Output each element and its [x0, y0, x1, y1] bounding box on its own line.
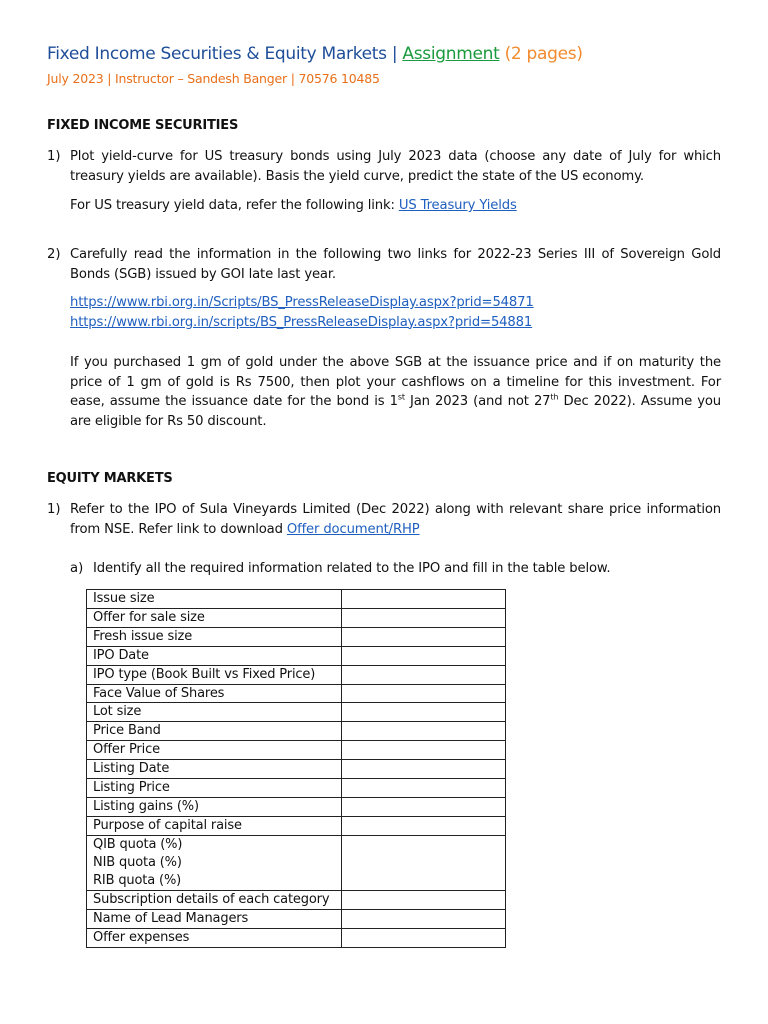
table-row	[87, 646, 506, 665]
fi-q2-links	[70, 293, 721, 332]
table-row-value-cell[interactable]	[342, 779, 506, 798]
table-row	[87, 910, 506, 929]
table-row-value-cell[interactable]	[342, 929, 506, 948]
table-row-label: Price Band	[87, 722, 342, 741]
eq-sub-a-label: a)	[70, 561, 84, 576]
table-row-label: Name of Lead Managers	[87, 910, 342, 929]
table-row-value-cell[interactable]	[342, 722, 506, 741]
table-row-value-cell[interactable]	[342, 910, 506, 929]
table-row-value-cell[interactable]	[342, 760, 506, 779]
fi-q2-text: Carefully read the information in the following two links for 2022-23 Series III of Sovereign Gold Bonds (SGB) issued by GOI late last year.	[70, 247, 721, 282]
eq-q1-text-body: Refer to the IPO of Sula Vineyards Limited (Dec 2022) along with relevant share price information from NSE. Refer link to download	[70, 502, 721, 537]
table-row	[87, 797, 506, 816]
table-row-label: Purpose of capital raise	[87, 816, 342, 835]
table-row	[87, 684, 506, 703]
table-row	[87, 608, 506, 627]
table-row-label: Subscription details of each category	[87, 891, 342, 910]
table-row	[87, 627, 506, 646]
equity-markets-heading: EQUITY MARKETS	[47, 471, 173, 486]
table-row-value-cell[interactable]	[342, 741, 506, 760]
quota-label: NIB quota (%)	[93, 854, 182, 870]
quota-label: RIB quota (%)	[93, 873, 182, 889]
fi-q2-body	[70, 353, 721, 431]
table-row-label: Listing Date	[87, 760, 342, 779]
table-row-value-cell[interactable]	[342, 608, 506, 627]
fi-q1-ref-text: For US treasury yield data, refer the following link:	[70, 198, 399, 213]
table-row-value-cell[interactable]	[342, 684, 506, 703]
table-row	[87, 741, 506, 760]
table-row	[87, 722, 506, 741]
table-row	[87, 779, 506, 798]
title-main: Fixed Income Securities & Equity Markets	[47, 44, 387, 64]
table-row	[87, 929, 506, 948]
table-row-value-cell[interactable]	[342, 816, 506, 835]
fi-q2-sup-st: st	[397, 392, 405, 402]
table-row	[87, 590, 506, 609]
quota-label: QIB quota (%)	[93, 836, 183, 852]
table-row	[87, 665, 506, 684]
eq-q1-text	[70, 500, 721, 539]
table-row-label: Face Value of Shares	[87, 684, 342, 703]
table-row-quota-labels	[87, 835, 342, 891]
table-row-value-cell[interactable]	[342, 891, 506, 910]
title-pages: (2 pages)	[504, 44, 583, 64]
rbi-link-54881[interactable]: https://www.rbi.org.in/scripts/BS_PressReleaseDisplay.aspx?prid=54881	[70, 314, 533, 330]
table-row-value-cell[interactable]	[342, 835, 506, 891]
rbi-link-54871[interactable]: https://www.rbi.org.in/Scripts/BS_PressReleaseDisplay.aspx?prid=54871	[70, 295, 534, 310]
fi-q1-number: 1)	[47, 149, 61, 164]
table-row-label: Listing gains (%)	[87, 797, 342, 816]
fixed-income-heading: FIXED INCOME SECURITIES	[47, 118, 239, 133]
offer-document-rhp-link[interactable]: Offer document/RHP	[286, 521, 420, 537]
table-row-value-cell[interactable]	[342, 665, 506, 684]
fi-q1-text: Plot yield-curve for US treasury bonds using July 2023 data (choose any date of July for which treasury yields are available). Basis the yield curve, predict the state of the US economy.	[70, 149, 721, 184]
table-row	[87, 703, 506, 722]
ipo-info-table	[86, 589, 506, 948]
title-separator: |	[391, 44, 398, 64]
table-row	[87, 816, 506, 835]
table-row-label: Issue size	[87, 590, 342, 609]
table-row-label: IPO type (Book Built vs Fixed Price)	[87, 665, 342, 684]
table-row-label: Offer Price	[87, 741, 342, 760]
fi-q2-number: 2)	[47, 247, 61, 262]
eq-q1-number: 1)	[47, 502, 61, 517]
fi-q2-body-part3: Dec 2022). Assume you are eligible for Rs 50 discount.	[70, 394, 721, 429]
table-row-label: Offer for sale size	[87, 608, 342, 627]
table-row-value-cell[interactable]	[342, 646, 506, 665]
table-row-value-cell[interactable]	[342, 703, 506, 722]
table-row	[87, 891, 506, 910]
fi-q2-body-part1: If you purchased 1 gm of gold under the above SGB at the issuance price and if on maturity the price of 1 gm of gold is Rs 7500, then plot your cashflows on a timeline for this investment. For ease, assume the issuance date for the bond is 1	[70, 355, 721, 409]
fi-q2-body-part2: Jan 2023 (and not 27	[404, 394, 551, 409]
fi-q2-sup-th: th	[550, 392, 559, 402]
document-subtitle: July 2023 | Instructor – Sandesh Banger | 70576 10485	[47, 71, 380, 86]
table-row-label: IPO Date	[87, 646, 342, 665]
table-row-label: Fresh issue size	[87, 627, 342, 646]
table-row-label: Offer expenses	[87, 929, 342, 948]
document-title	[47, 44, 583, 64]
table-row	[87, 760, 506, 779]
eq-sub-a-text: Identify all the required information related to the IPO and fill in the table below.	[93, 561, 611, 576]
table-row-label: Listing Price	[87, 779, 342, 798]
table-row-label: Lot size	[87, 703, 342, 722]
table-row-value-cell[interactable]	[342, 627, 506, 646]
table-row-value-cell[interactable]	[342, 797, 506, 816]
table-row-value-cell[interactable]	[342, 590, 506, 609]
fi-q1-reference	[70, 196, 721, 216]
table-row-quota	[87, 835, 506, 891]
title-assignment-link[interactable]: Assignment	[402, 44, 500, 64]
us-treasury-yields-link[interactable]: US Treasury Yields	[398, 198, 517, 213]
